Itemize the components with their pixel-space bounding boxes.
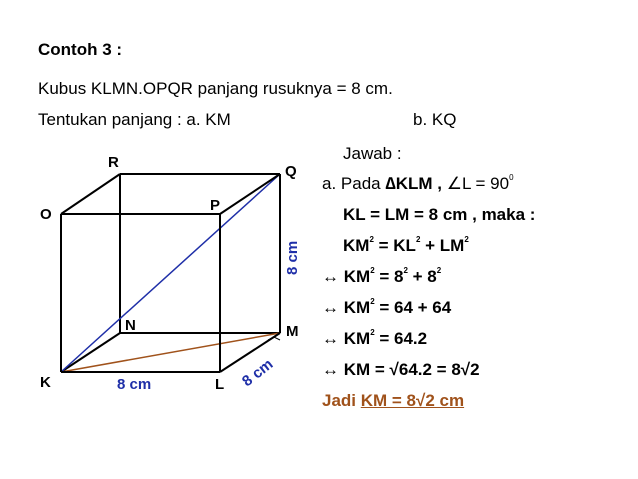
vertex-l: L [215, 376, 225, 393]
edge-label-kl: 8 cm [117, 376, 152, 393]
vertex-p: P [210, 197, 221, 214]
edge-qp [220, 174, 280, 214]
answer-step-4: ↔ $KM^2 = 64 + 64$ [322, 297, 452, 317]
edge-label-lm: 8 cm [238, 355, 277, 391]
vertex-n: N [125, 317, 136, 334]
edge-label-qm: 8 cm [284, 240, 301, 275]
problem-question-b: b. KQ [413, 110, 457, 129]
answer-step-1: KL = LM = 8 cm , maka : [343, 205, 536, 224]
problem-statement: Kubus KLMN.OPQR panjang rusuknya = 8 cm. [38, 79, 393, 98]
vertex-o: O [40, 206, 52, 223]
heading: Contoh 3 : [38, 40, 123, 59]
answer-step-3: ↔ $KM^2 = 8^2 + 8^2$ [322, 266, 442, 286]
edge-ro [61, 174, 120, 214]
answer-heading: Jawab : [343, 144, 402, 163]
answer-step-6: ↔ KM = √64.2 = 8√2 [322, 360, 480, 379]
vertex-q: Q [285, 163, 297, 180]
answer-a-intro: a. Pada ∆KLM , ∠L = $90^0$ [322, 173, 514, 193]
problem-question-a: Tentukan panjang : a. KM [38, 110, 231, 129]
answer-conclusion: Jadi KM = 8√2 cm [322, 391, 465, 410]
vertex-m: M [286, 323, 299, 340]
diagonal-km [61, 333, 280, 372]
diagonal-kq [61, 174, 280, 372]
answer-step-5: ↔ $KM^2 = 64.2$ [322, 328, 428, 348]
vertex-r: R [108, 154, 119, 171]
answer-step-2: $KM^2 = KL^2 + LM^2$ [343, 235, 469, 255]
vertex-k: K [40, 374, 51, 391]
